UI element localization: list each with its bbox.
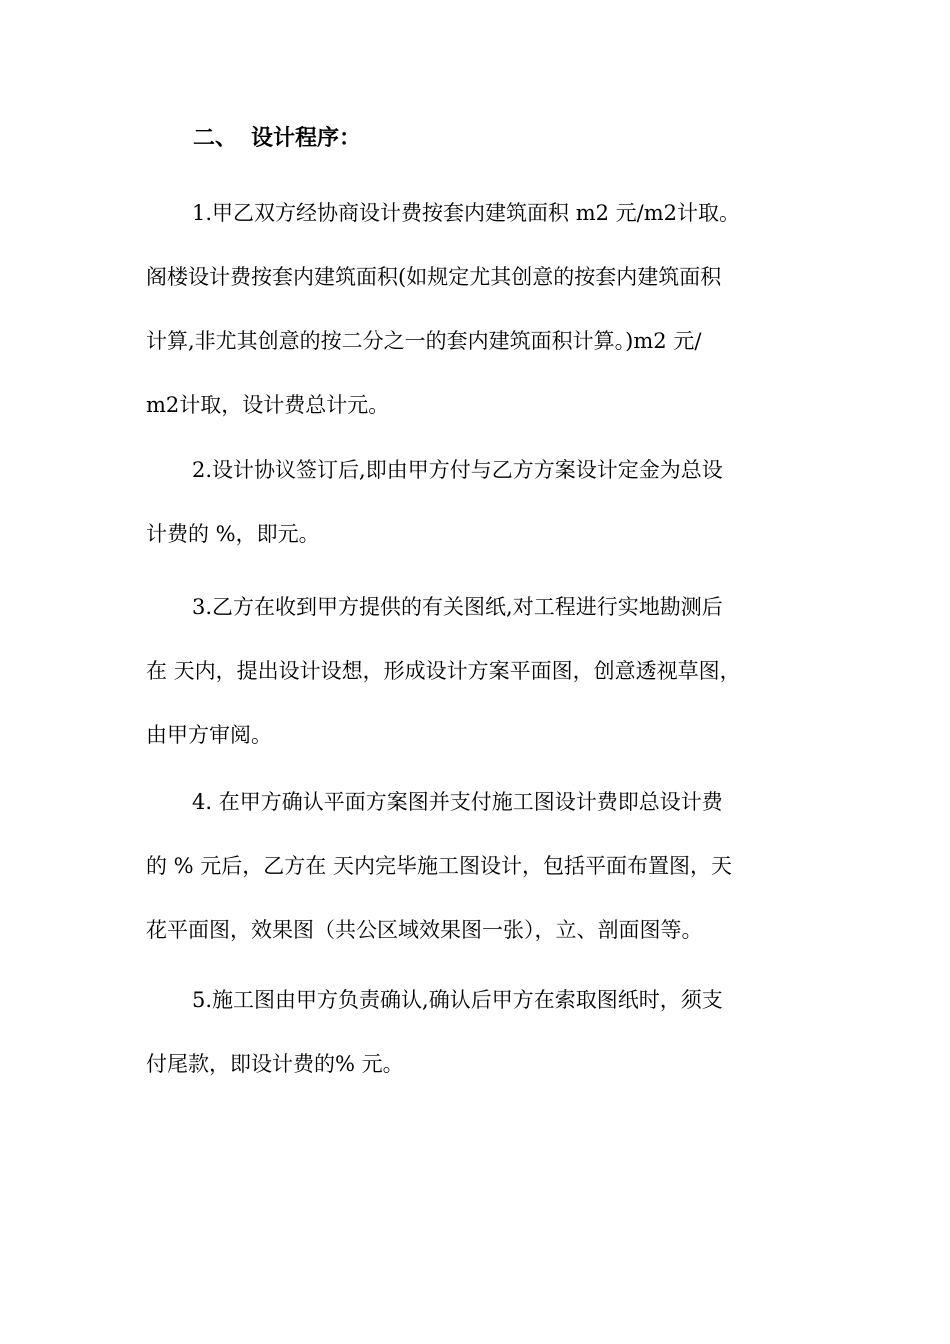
paragraph-2 bbox=[146, 438, 816, 566]
paragraph-5 bbox=[146, 968, 816, 1096]
paragraph-line: 1.甲乙双方经协商设计费按套内建筑面积 m2 元/m2计取。 bbox=[192, 201, 741, 225]
paragraph-line: 3.乙方在收到甲方提供的有关图纸,对工程进行实地勘测后 bbox=[192, 595, 723, 619]
paragraph-line: 付尾款，即设计费的% 元。 bbox=[146, 1052, 404, 1076]
paragraph-line: m2计取，设计费总计元。 bbox=[146, 393, 390, 417]
paragraph-line: 在 天内，提出设计设想，形成设计方案平面图，创意透视草图， bbox=[146, 659, 741, 683]
section-title: 设计程序： bbox=[251, 125, 362, 151]
paragraph-line: 5.施工图由甲方负责确认,确认后甲方在索取图纸时，须支 bbox=[192, 988, 723, 1012]
paragraph-4 bbox=[146, 770, 816, 962]
paragraph-line: 的 % 元后，乙方在 天内完毕施工图设计，包括平面布置图，天 bbox=[146, 854, 732, 878]
paragraph-line: 计费的 %，即元。 bbox=[146, 522, 320, 546]
section-number: 二、 bbox=[193, 125, 238, 151]
paragraph-line: 4. 在甲方确认平面方案图并支付施工图设计费即总设计费 bbox=[192, 790, 723, 814]
paragraph-line: 计算,非尤其创意的按二分之一的套内建筑面积计算。)m2 元/ bbox=[146, 329, 702, 353]
paragraph-1 bbox=[146, 181, 816, 437]
paragraph-line: 2.设计协议签订后,即由甲方付与乙方方案设计定金为总设 bbox=[192, 458, 723, 482]
section-heading bbox=[193, 122, 361, 154]
paragraph-3 bbox=[146, 575, 816, 767]
paragraph-line: 由甲方审阅。 bbox=[146, 723, 272, 747]
paragraph-line: 阁楼设计费按套内建筑面积(如规定尤其创意的按套内建筑面积 bbox=[146, 265, 722, 289]
paragraph-line: 花平面图，效果图（共公区域效果图一张），立、剖面图等。 bbox=[146, 918, 703, 942]
